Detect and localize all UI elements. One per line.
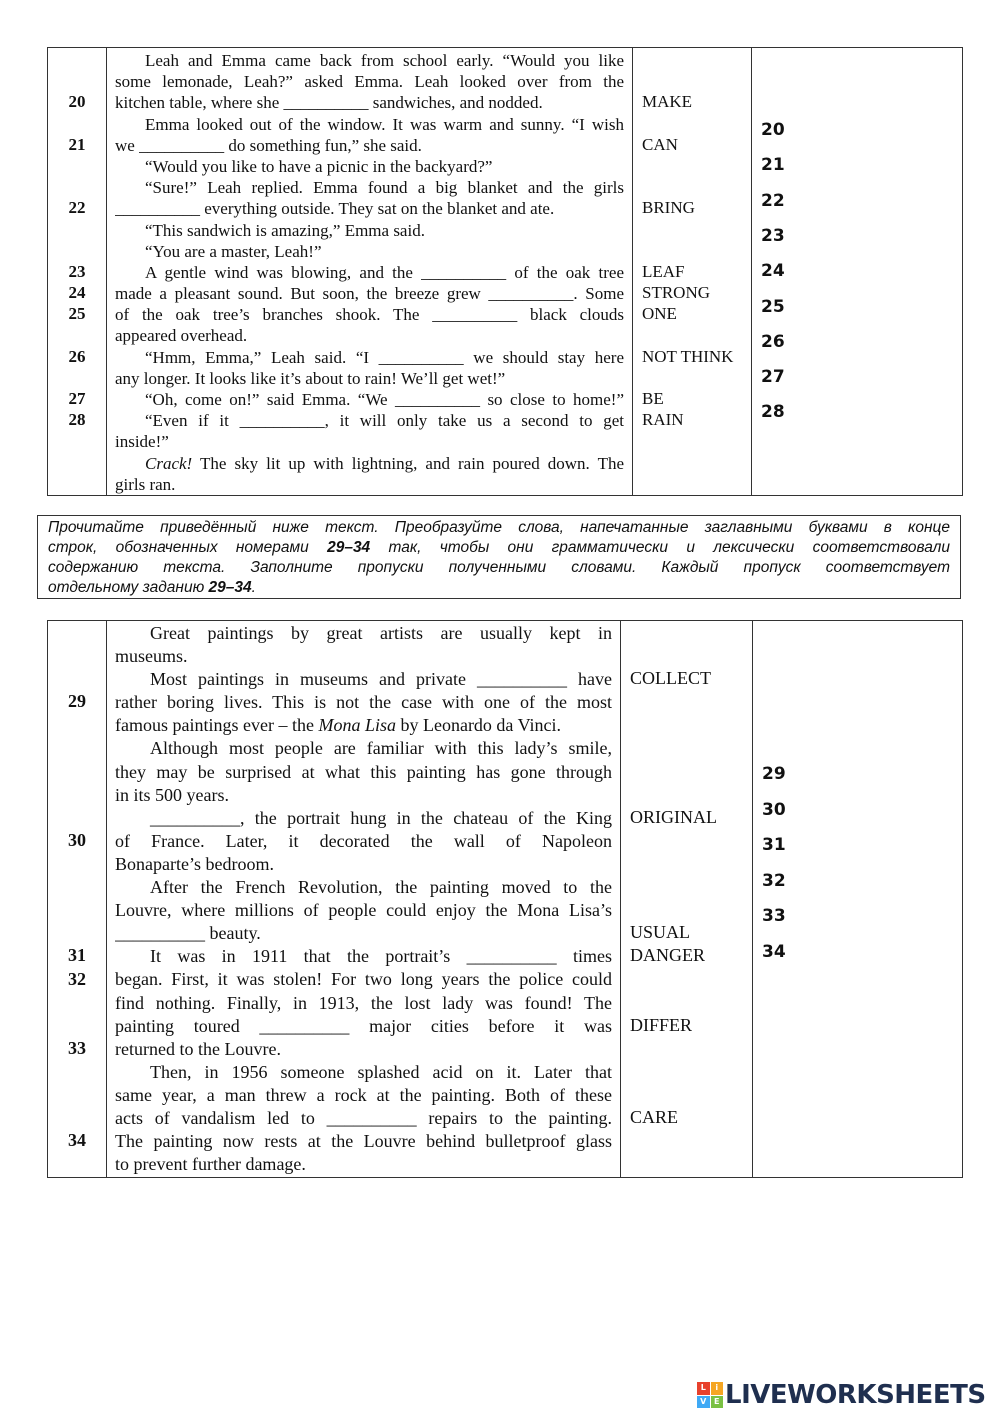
answer-slot[interactable]: 29	[762, 764, 786, 784]
item-number: 21	[68, 134, 86, 154]
item-number: 25	[68, 304, 86, 324]
liveworksheets-logo	[697, 1380, 986, 1410]
passage-line: Although most people are familiar with this lady’s smile,	[150, 738, 612, 759]
exercise-table-29-34	[47, 620, 963, 1178]
passage-line: __________, the portrait hung in the chateau of the King	[150, 807, 612, 828]
key-word: COLLECT	[630, 668, 711, 689]
item-number: 27	[68, 389, 86, 409]
key-word: BRING	[642, 198, 695, 218]
passage-line: “Even if it __________, it will only take us a second to get	[145, 411, 624, 431]
item-number: 26	[68, 346, 86, 366]
task-instructions	[37, 515, 961, 599]
passage-line: kitchen table, where she __________ sandwiches, and nodded.	[115, 93, 543, 113]
passage-line: “Would you like to have a picnic in the backyard?”	[145, 156, 493, 176]
passage-line: Then, in 1956 someone splashed acid on it. Later that	[150, 1061, 612, 1082]
key-word: NOT THINK	[642, 346, 734, 366]
item-number: 20	[68, 92, 86, 112]
exercise-table-20-28	[47, 47, 963, 496]
passage-line: to prevent further damage.	[115, 1154, 306, 1175]
passage-line: began. First, it was stolen! For two long years the police could	[115, 969, 612, 990]
passage-line: they may be surprised at what this painting has gone through	[115, 761, 612, 782]
item-number: 24	[68, 283, 86, 303]
key-word: CAN	[642, 134, 678, 154]
answer-slot[interactable]: 24	[761, 261, 785, 282]
key-word: ORIGINAL	[630, 806, 717, 827]
answer-slot[interactable]: 22	[761, 190, 785, 211]
instruction-line: строк, обозначенных номерами 29–34 так, чтобы они грамматически и лексически соответствовали	[48, 539, 950, 556]
passage-line: Great paintings by great artists are usually kept in	[150, 623, 612, 643]
key-word: USUAL	[630, 922, 691, 943]
key-word: DIFFER	[630, 1014, 693, 1035]
answer-slot[interactable]: 26	[761, 331, 785, 352]
answer-column	[753, 621, 962, 1177]
item-number: 29	[68, 691, 86, 712]
item-number: 32	[68, 968, 86, 989]
answer-slot[interactable]: 31	[762, 835, 786, 855]
passage-line: same year, a man threw a rock at the painting. Both of these	[115, 1084, 612, 1105]
passage-line: painting toured __________ major cities before it was	[115, 1015, 612, 1036]
passage-line: find nothing. Finally, in 1913, the lost lady was found! The	[115, 992, 612, 1013]
answer-slot[interactable]: 25	[761, 296, 785, 317]
passage-picnic	[115, 50, 624, 495]
passage-line: famous paintings ever – the Mona Lisa by Leonardo da Vinci.	[115, 715, 562, 736]
passage-mona-lisa	[115, 622, 612, 1176]
answer-slot[interactable]: 30	[762, 799, 786, 820]
instruction-line: отдельному заданию 29–34.	[48, 579, 256, 596]
passage-line: “Hmm, Emma,” Leah said. “I __________ we should stay here	[145, 347, 624, 367]
passage-line: returned to the Louvre.	[115, 1038, 281, 1059]
item-number: 33	[68, 1037, 86, 1058]
answer-slot[interactable]: 28	[761, 402, 785, 423]
passage-line: “This sandwich is amazing,” Emma said.	[145, 220, 425, 240]
passage-line: A gentle wind was blowing, and the __________ of the oak tree	[145, 262, 624, 282]
key-word: RAIN	[642, 410, 684, 430]
passage-line: we __________ do something fun,” she said.	[115, 135, 422, 155]
key-word: DANGER	[630, 945, 705, 966]
passage-line: appeared overhead.	[115, 326, 248, 346]
instruction-line: содержанию текста. Заполните пропуски полученными словами. Каждый пропуск соответствует	[48, 559, 950, 576]
instruction-line: Прочитайте приведённый ниже текст. Преобразуйте слова, напечатанные заглавными буквами в конце	[48, 519, 950, 536]
passage-line: some lemonade, Leah?” asked Emma. Leah looked over from the	[115, 72, 624, 92]
passage-line: “You are a master, Leah!”	[145, 241, 322, 261]
passage-line: It was in 1911 that the portrait’s __________ times	[150, 946, 612, 967]
passage-line: The painting now rests at the Louvre behind bulletproof glass	[115, 1131, 612, 1152]
passage-line: “Sure!” Leah replied. Emma found a big blanket and the girls	[145, 178, 624, 198]
passage-line: girls ran.	[115, 474, 176, 494]
passage-line: museums.	[115, 646, 188, 667]
item-number: 34	[68, 1130, 86, 1151]
passage-line: of France. Later, it decorated the wall of Napoleon	[115, 830, 612, 851]
answer-slot[interactable]: 27	[761, 367, 785, 388]
key-word: CARE	[630, 1107, 679, 1128]
passage-line: made a pleasant sound. But soon, the breeze grew __________. Some	[115, 284, 624, 304]
passage-line: Bonaparte’s bedroom.	[115, 853, 274, 874]
passage-line: __________ beauty.	[115, 923, 261, 944]
answer-slot[interactable]: 32	[762, 870, 786, 891]
word-column	[633, 48, 752, 495]
key-word: LEAF	[642, 262, 685, 281]
key-word: ONE	[642, 304, 677, 324]
key-word: MAKE	[642, 92, 693, 112]
item-number: 23	[68, 262, 86, 281]
passage-line: of the oak tree’s branches shook. The __________ black clouds	[115, 305, 624, 325]
passage-line: __________ everything outside. They sat on the blanket and ate.	[115, 199, 555, 219]
passage-line: Leah and Emma came back from school early. “Would you like	[145, 51, 624, 70]
answer-slot[interactable]: 34	[762, 941, 786, 962]
logo-mark-icon: L i V E	[697, 1382, 723, 1408]
item-number: 22	[68, 198, 86, 218]
passage-line: acts of vandalism led to __________ repairs to the painting.	[115, 1107, 612, 1128]
text-column	[107, 48, 633, 495]
passage-line: Louvre, where millions of people could enjoy the Mona Lisa’s	[115, 900, 612, 921]
key-word: BE	[642, 389, 664, 409]
passage-line: rather boring lives. This is not the case with one of the most	[115, 692, 612, 713]
text-column	[107, 621, 621, 1177]
answer-slot[interactable]: 21	[761, 155, 785, 176]
item-number: 30	[68, 829, 86, 850]
passage-line: any longer. It looks like it’s about to rain! We’ll get wet!”	[115, 368, 506, 388]
passage-line: inside!”	[115, 432, 169, 452]
item-number: 28	[68, 410, 86, 430]
item-number: 31	[68, 945, 86, 966]
answer-slot[interactable]: 23	[761, 225, 785, 246]
number-column	[48, 48, 107, 495]
word-column	[621, 621, 753, 1177]
number-column	[48, 621, 107, 1177]
answer-column	[752, 48, 962, 495]
answer-slot[interactable]: 20	[761, 120, 785, 140]
passage-line: “Oh, come on!” said Emma. “We __________ so close to home!”	[145, 390, 624, 409]
answer-slot[interactable]: 33	[762, 906, 786, 926]
passage-line: Crack! The sky lit up with lightning, and rain poured down. The	[145, 453, 624, 473]
passage-line: After the French Revolution, the painting moved to the	[150, 877, 612, 898]
key-word: STRONG	[642, 283, 711, 303]
logo-text: LIVEWORKSHEETS	[725, 1380, 986, 1410]
passage-line: in its 500 years.	[115, 784, 229, 805]
passage-line: Emma looked out of the window. It was warm and sunny. “I wish	[145, 114, 624, 134]
passage-line: Most paintings in museums and private __________ have	[150, 669, 612, 690]
